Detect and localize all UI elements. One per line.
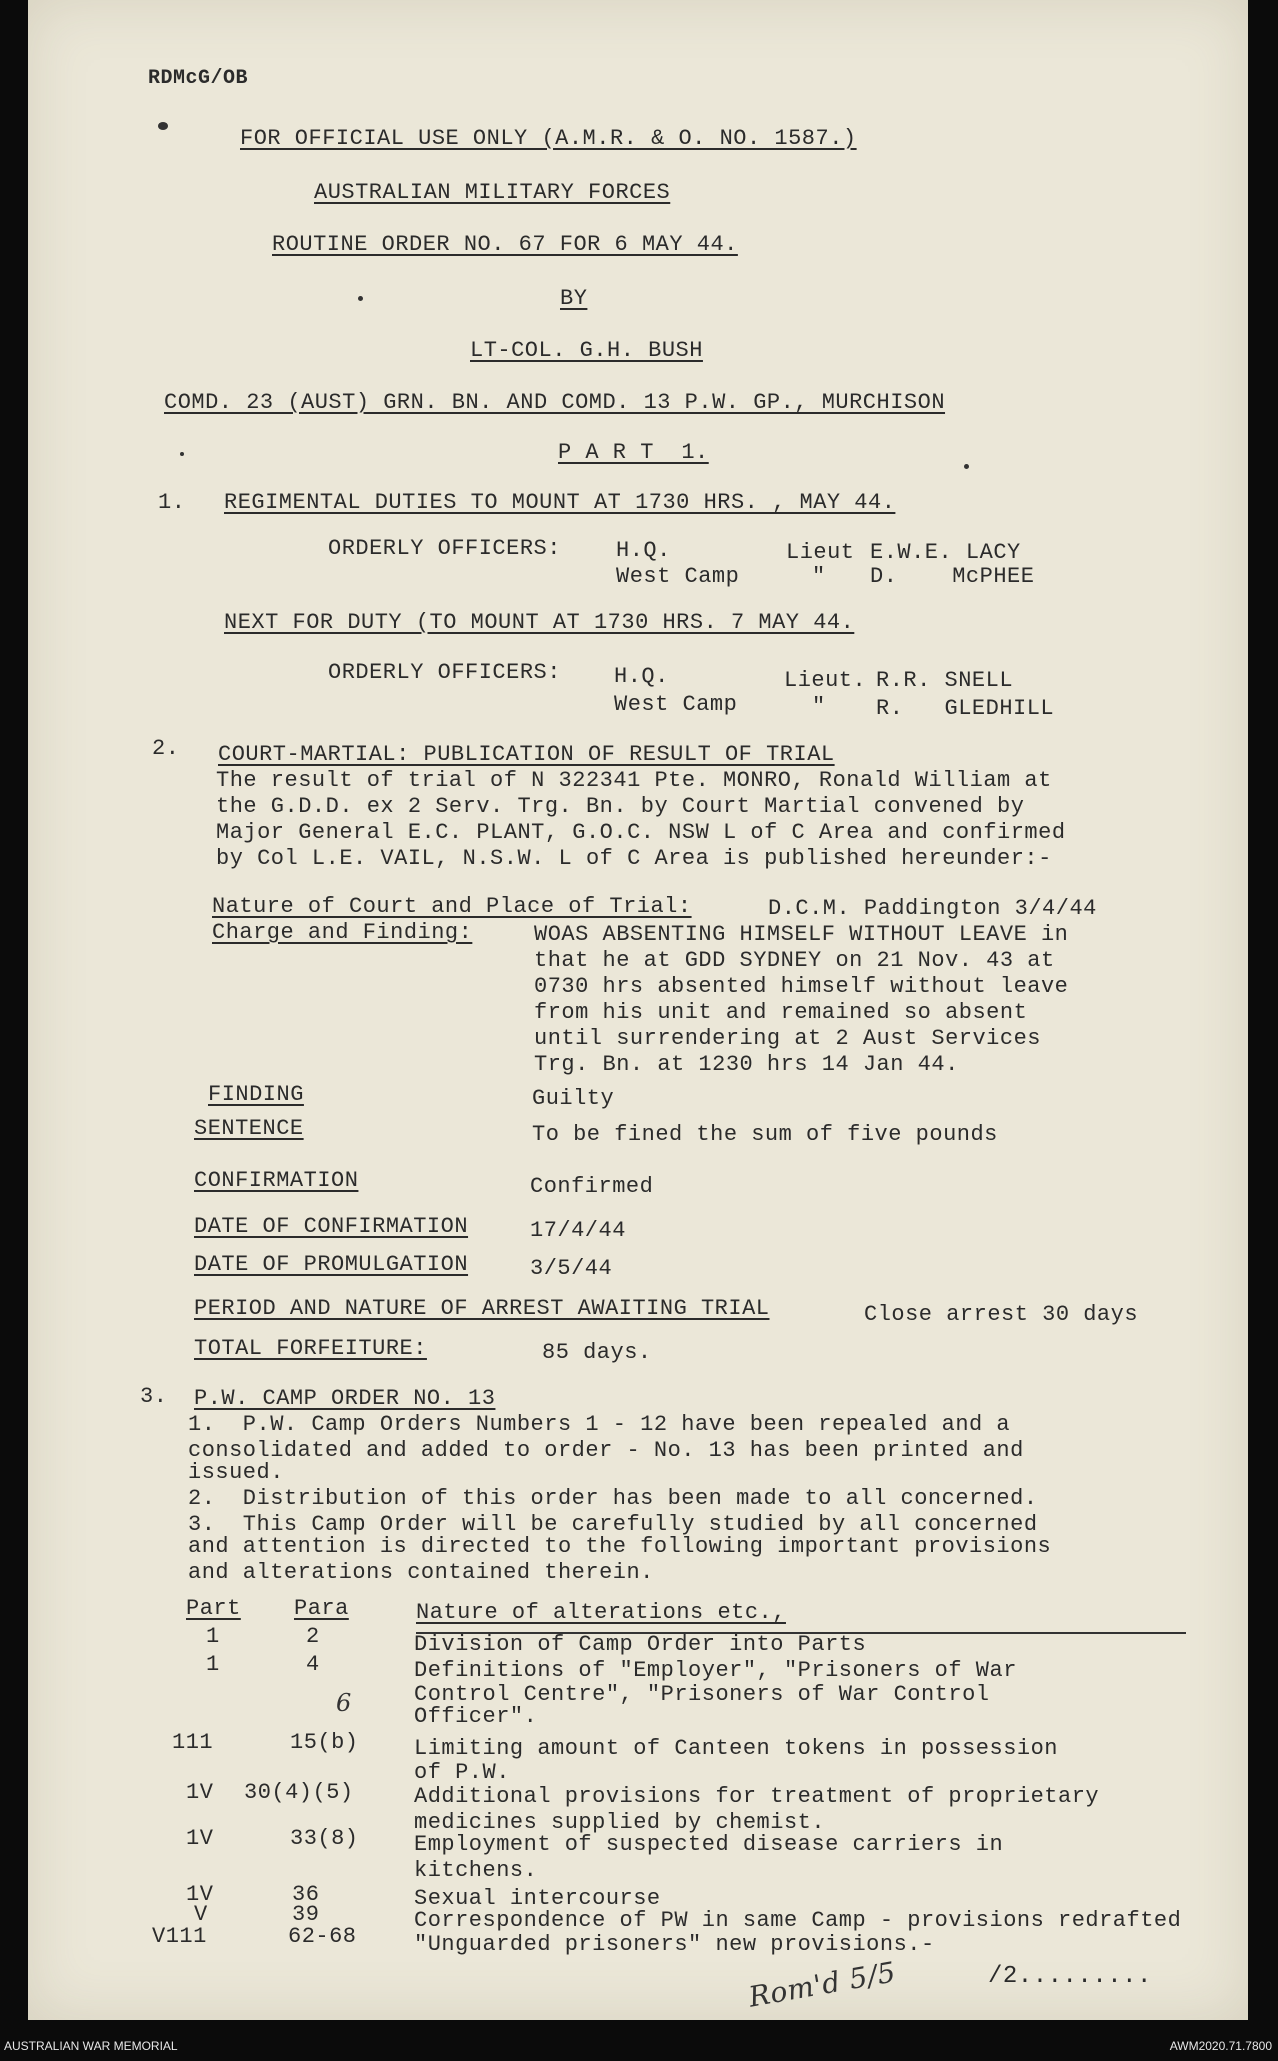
table-cell-part: 1 <box>206 1624 220 1649</box>
west-camp-label-2: West Camp <box>614 692 738 717</box>
command-title: COMD. 23 (AUST) GRN. BN. AND COMD. 13 P.W. GP., MURCHISON <box>164 390 946 415</box>
date-of-promulgation-value: 3/5/44 <box>530 1256 613 1281</box>
table-cell-para: 2 <box>306 1624 320 1649</box>
paper-mark <box>964 464 969 469</box>
table-header-nature: Nature of alterations etc., <box>416 1600 786 1625</box>
archive-reference: AWM2020.71.7800 <box>1169 2039 1272 2053</box>
period-of-arrest-label: PERIOD AND NATURE OF ARREST AWAITING TRIAL <box>194 1296 770 1321</box>
table-cell-nature: Sexual intercourse <box>414 1886 661 1911</box>
confirmation-value: Confirmed <box>530 1174 654 1199</box>
charge-line: Trg. Bn. at 1230 hrs 14 Jan 44. <box>534 1052 959 1077</box>
order-title: ROUTINE ORDER NO. 67 FOR 6 MAY 44. <box>272 232 738 257</box>
officer-name-2: D. McPHEE <box>870 564 1035 589</box>
finding-value: Guilty <box>532 1086 615 1111</box>
section-1-title: REGIMENTAL DUTIES TO MOUNT AT 1730 HRS. , MAY 44. <box>224 490 896 515</box>
period-of-arrest-value: Close arrest 30 days <box>864 1302 1139 1327</box>
table-cell-nature: medicines supplied by chemist. <box>414 1810 826 1835</box>
table-cell-nature: Officer". <box>414 1704 538 1729</box>
table-cell-nature: Employment of suspected disease carriers in <box>414 1832 1004 1857</box>
table-cell-part: 1V <box>186 1780 214 1805</box>
table-cell-nature: of P.W. <box>414 1760 510 1785</box>
officer-name-1: E.W.E. LACY <box>870 540 1021 565</box>
commander-name: LT-COL. G.H. BUSH <box>470 338 703 363</box>
section-2-body-line: The result of trial of N 322341 Pte. MONRO, Ronald William at <box>216 768 1052 793</box>
total-forfeiture-value: 85 days. <box>542 1340 652 1365</box>
table-cell-part: 1V <box>186 1882 214 1907</box>
section-3-number: 3. <box>140 1384 168 1409</box>
paper-mark <box>180 452 184 456</box>
table-header-para: Para <box>294 1596 349 1621</box>
section-3-body-line: 3. This Camp Order will be carefully studied by all concerned <box>188 1512 1038 1537</box>
section-2-title: COURT-MARTIAL: PUBLICATION OF RESULT OF TRIAL <box>218 742 835 767</box>
charge-line: until surrendering at 2 Aust Services <box>534 1026 1041 1051</box>
table-cell-part: 111 <box>172 1730 214 1755</box>
ditto-mark-2: " <box>812 694 826 719</box>
table-cell-para: 15(b) <box>290 1730 359 1755</box>
table-cell-para: 62-68 <box>288 1924 357 1949</box>
hq-label-2: H.Q. <box>614 664 669 689</box>
table-cell-nature: kitchens. <box>414 1858 538 1883</box>
by-heading: BY <box>560 286 588 311</box>
continuation-marker: /2......... <box>988 1963 1152 1990</box>
date-of-confirmation-label: DATE OF CONFIRMATION <box>194 1214 469 1239</box>
lieut-label-2: Lieut. <box>784 668 867 693</box>
document-reference: RDMcG/OB <box>148 67 249 90</box>
orderly-officers-label-2: ORDERLY OFFICERS: <box>328 660 561 685</box>
table-cell-part: V <box>194 1902 208 1927</box>
table-cell-part: 1V <box>186 1826 214 1851</box>
table-cell-nature: Division of Camp Order into Parts <box>414 1632 867 1657</box>
section-1-number: 1. <box>158 490 186 515</box>
table-cell-para: 33(8) <box>290 1826 359 1851</box>
lieut-label: Lieut <box>786 540 855 565</box>
charge-label: Charge and Finding: <box>212 920 473 945</box>
table-cell-para: 4 <box>306 1652 320 1677</box>
paper-mark <box>358 296 363 301</box>
charge-line: that he at GDD SYDNEY on 21 Nov. 43 at <box>534 948 1055 973</box>
section-2-number: 2. <box>152 736 180 761</box>
section-3-body-line: consolidated and added to order - No. 13 has been printed and <box>188 1438 1024 1463</box>
west-camp-label: West Camp <box>616 564 740 589</box>
section-3-body-line: 1. P.W. Camp Orders Numbers 1 - 12 have been repealed and a <box>188 1412 1011 1437</box>
table-header-part: Part <box>186 1596 241 1621</box>
hq-label: H.Q. <box>616 538 671 563</box>
finding-label: FINDING <box>208 1082 304 1107</box>
organisation-heading: AUSTRALIAN MILITARY FORCES <box>314 180 671 205</box>
table-cell-part: V111 <box>152 1924 207 1949</box>
archive-name: AUSTRALIAN WAR MEMORIAL <box>4 2039 178 2053</box>
table-cell-para: 36 <box>292 1882 320 1907</box>
section-2-body-line: Major General E.C. PLANT, G.O.C. NSW L of C Area and confirmed <box>216 820 1066 845</box>
handwritten-para-correction: 6 <box>336 1689 352 1717</box>
table-cell-part: 1 <box>206 1652 220 1677</box>
date-of-promulgation-label: DATE OF PROMULGATION <box>194 1252 469 1277</box>
sentence-value: To be fined the sum of five pounds <box>532 1122 998 1147</box>
section-3-body-line: 2. Distribution of this order has been made to all concerned. <box>188 1486 1038 1511</box>
table-cell-para: 39 <box>292 1902 320 1927</box>
charge-line: from his unit and remained so absent <box>534 1000 1028 1025</box>
ditto-mark: " <box>812 564 826 589</box>
section-3-body-line: issued. <box>188 1460 284 1485</box>
table-cell-nature: "Unguarded prisoners" new provisions.- <box>414 1932 935 1957</box>
table-cell-nature: Correspondence of PW in same Camp - provisions redrafted <box>414 1908 1182 1933</box>
next-duty-title: NEXT FOR DUTY (TO MOUNT AT 1730 HRS. 7 MAY 44. <box>224 610 855 635</box>
part-heading: P A R T 1. <box>558 440 709 465</box>
officer-name-4: R. GLEDHILL <box>876 696 1055 721</box>
table-cell-para: 30(4)(5) <box>244 1780 354 1805</box>
section-3-body-line: and attention is directed to the following important provisions <box>188 1534 1052 1559</box>
section-2-body-line: the G.D.D. ex 2 Serv. Trg. Bn. by Court Martial convened by <box>216 794 1025 819</box>
sentence-label: SENTENCE <box>194 1116 304 1141</box>
table-cell-nature: Limiting amount of Canteen tokens in possession <box>414 1736 1059 1761</box>
paper-mark <box>158 122 168 130</box>
document-page <box>28 0 1248 2020</box>
table-cell-nature: Control Centre", "Prisoners of War Control <box>414 1682 990 1707</box>
handwritten-signoff: Rom'd 5/5 <box>746 1955 899 2014</box>
table-cell-nature: Additional provisions for treatment of proprietary <box>414 1784 1100 1809</box>
confirmation-label: CONFIRMATION <box>194 1168 359 1193</box>
nature-of-court-label: Nature of Court and Place of Trial: <box>212 894 692 919</box>
section-3-title: P.W. CAMP ORDER NO. 13 <box>194 1386 496 1411</box>
nature-of-court-value: D.C.M. Paddington 3/4/44 <box>768 896 1097 921</box>
date-of-confirmation-value: 17/4/44 <box>530 1218 626 1243</box>
table-cell-nature: Definitions of "Employer", "Prisoners of War <box>414 1658 1017 1683</box>
classification-heading: FOR OFFICIAL USE ONLY (A.M.R. & O. NO. 1587.) <box>240 126 857 151</box>
orderly-officers-label: ORDERLY OFFICERS: <box>328 536 561 561</box>
charge-line: 0730 hrs absented himself without leave <box>534 974 1069 999</box>
officer-name-3: R.R. SNELL <box>876 668 1014 693</box>
section-3-body-line: and alterations contained therein. <box>188 1560 654 1585</box>
archive-footer <box>0 2034 1278 2061</box>
total-forfeiture-label: TOTAL FORFEITURE: <box>194 1336 427 1361</box>
charge-line: WOAS ABSENTING HIMSELF WITHOUT LEAVE in <box>534 922 1069 947</box>
section-2-body-line: by Col L.E. VAIL, N.S.W. L of C Area is published hereunder:- <box>216 846 1052 871</box>
